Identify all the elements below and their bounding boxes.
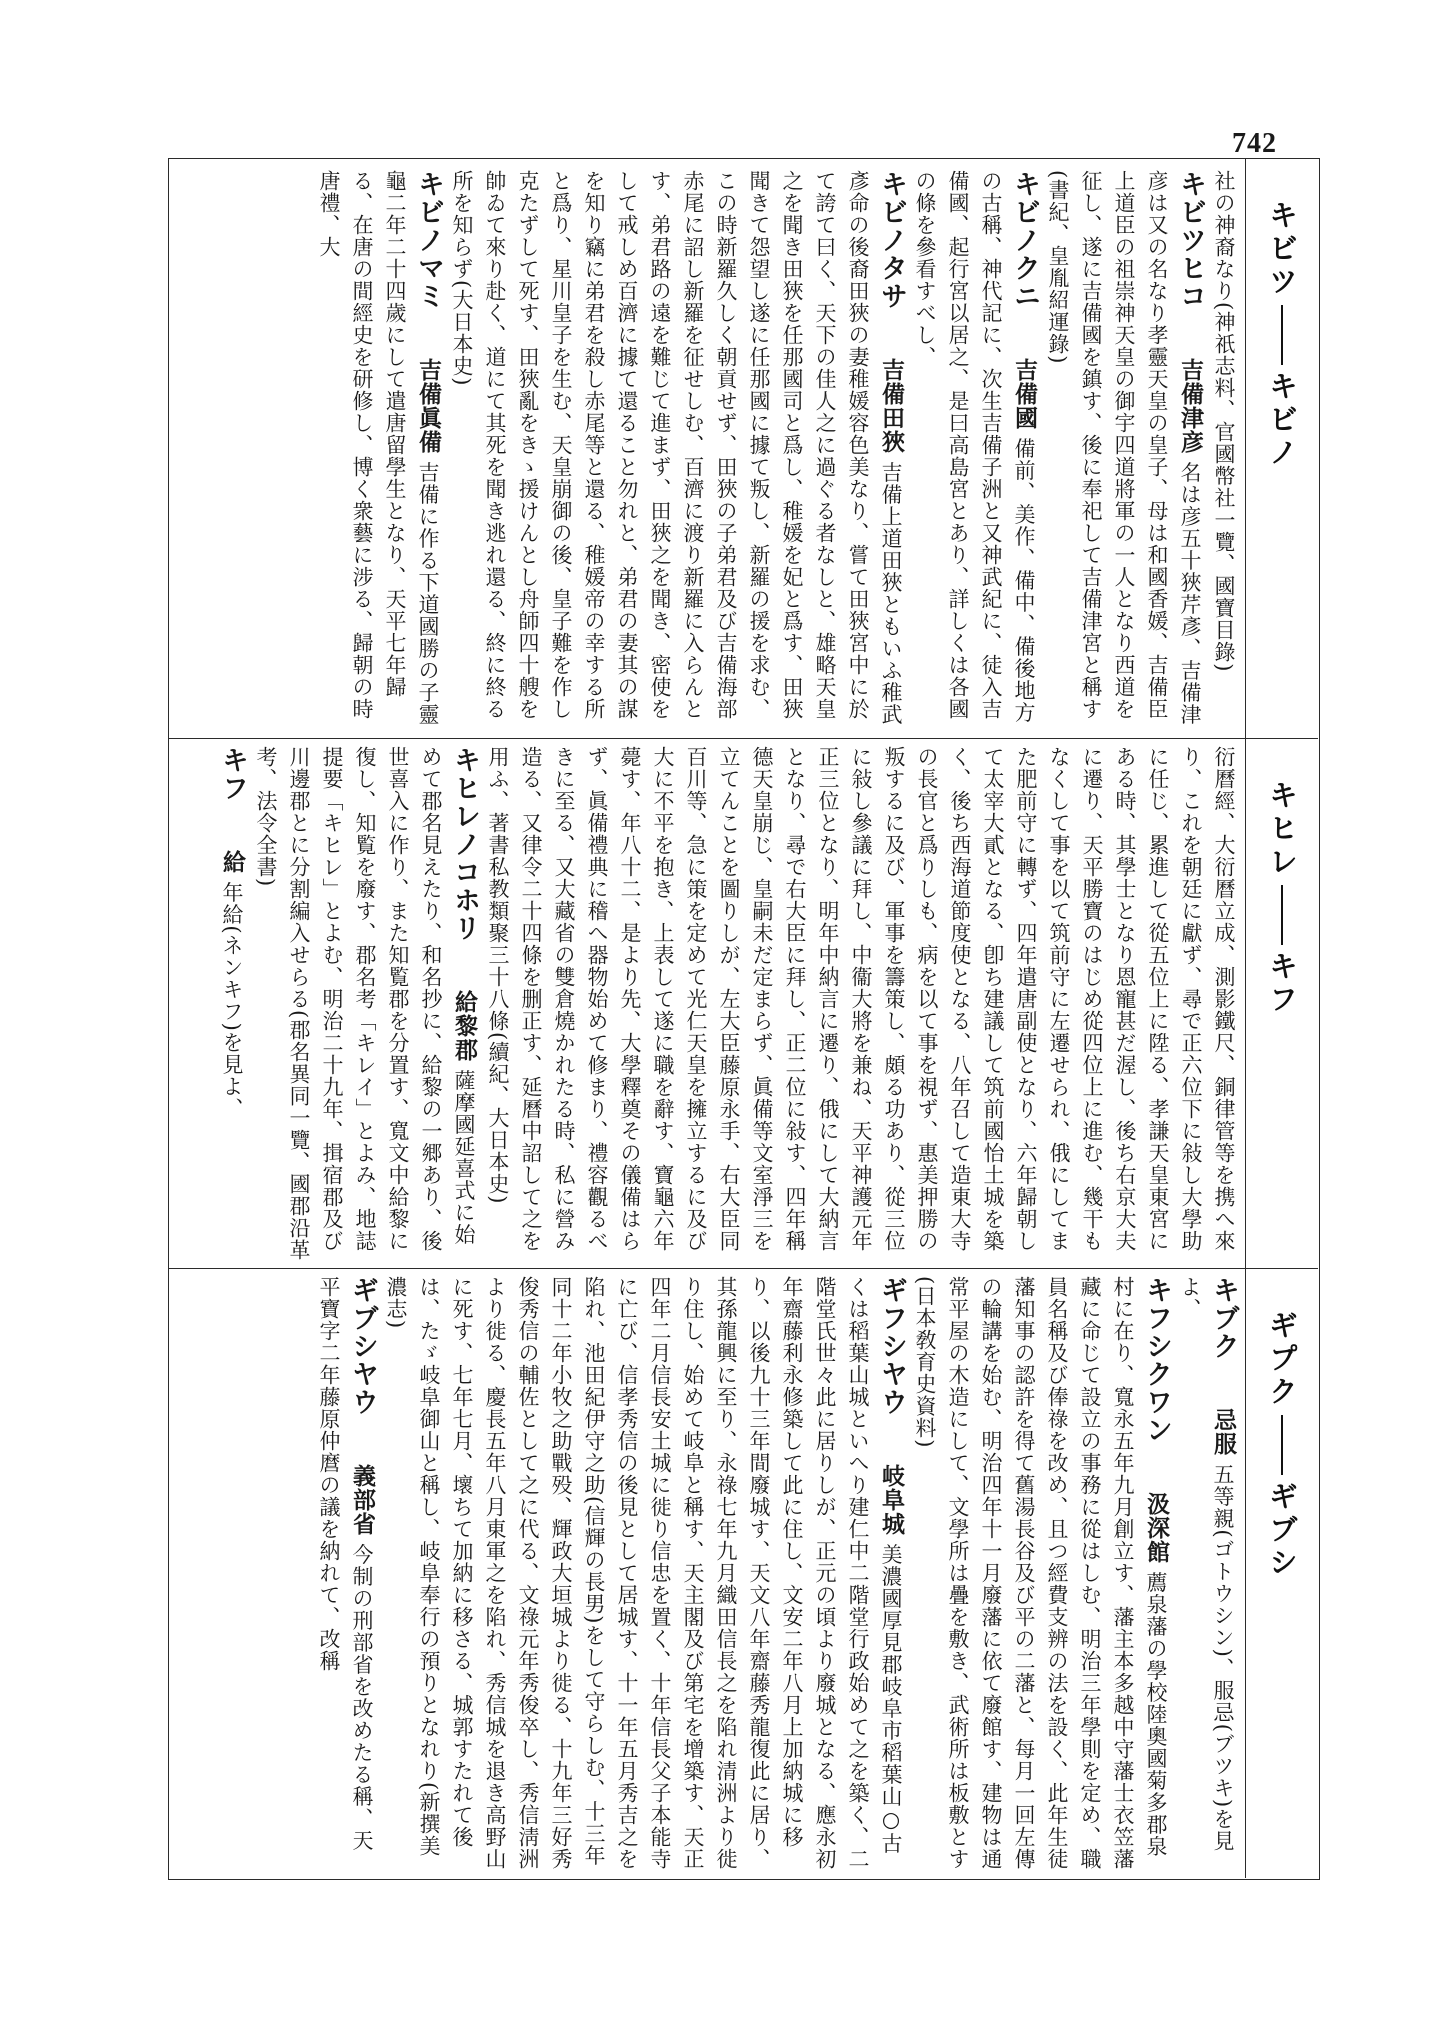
entry-text: 吉備に作る下道國勝の子靈龜二年二十四歲にして遣唐留學生となり、天平七年歸る、在唐の間經史を研修し、博く衆藝に涉る、歸朝の時唐禮、大 — [317, 170, 440, 726]
entry-kibinokuni — [908, 170, 1041, 730]
entry-name: 吉備眞備 — [415, 357, 442, 454]
index-word-bottom-from: ギプク — [1265, 1310, 1299, 1409]
entry-text: 名は彦五十狹芹彥、吉備津彦は又の名なり孝靈天皇の皇子、母は和國香媛、吉備臣上道臣の祖崇神天皇の御宇四道將軍の一人となり西道を征し、遂に吉備國を鎮す、後に奉祀して吉備津宮と稱す(書紀、皇胤紹運錄) — [1046, 170, 1202, 726]
index-word-middle-to: キフ — [1265, 951, 1299, 1017]
headword: キフシクワン — [1141, 1276, 1172, 1444]
kibinomami-continuation — [481, 746, 1240, 1262]
intro-text: 社の神裔なり(神祇志料、官國幣社一覽、國寶目錄) — [1212, 170, 1236, 673]
entry-name: 岐阜城 — [878, 1463, 905, 1536]
index-word-middle-from: キヒレ — [1265, 780, 1299, 879]
headword: ギブシヤウ — [347, 1276, 378, 1416]
entry-kibitsuhiko — [1041, 170, 1207, 730]
dash-divider — [1281, 1415, 1283, 1475]
index-word-top — [1262, 200, 1303, 470]
entry-kihirenokohori — [249, 746, 481, 1262]
entry-text: 美濃國厚見郡岐阜市稻葉山○古くは稻葉山城といへり建仁中二階堂行政始めて之を築く、二階堂氏世々此に居りしが、正元の頃より廢城となる、應永初年齋藤利永修築して此に住し、文安二年八月上加納城に移り、以後九十三年間廢城す、天文八年齋藤秀龍復此に居り、其孫龍興に至り、永祿七年九月織田信長之を陷れ清洲より徙り住し、始めて岐阜と稱す、天主閣及び第宅を增築す、天正四年二月信長安土城に徙り信忠を置く、十年信長父子本能寺に亡び、信孝秀信の後見として居城す、十一年五月秀吉之を陷れ、池田紀伊守之助(信輝の長男)をして守らしむ、十三年同十二年小牧之助戰殁、輝政大垣城より徙る、十九年三好秀俊秀信の輔佐として之に代る、文祿元年秀俊卒し、秀信淸洲より徙る、慶長五年八月東軍之を陷れ、秀信城を退き高野山に死す、七年七月、壞ちて加納に移さる、城郭すたれて後は、たゞ岐阜御山と稱し、岐阜奉行の預りとなれり(新撰美濃志) — [384, 1276, 903, 1870]
index-word-top-from: キビツ — [1265, 200, 1299, 299]
entry-text: 吉備上道田狹ともいふ稚武彥命の後裔田狹の妻稚媛容色美なり、嘗て田狹宮中に於て誇て曰く、天下の佳人之に過ぐる者なしと、雄略天皇之を聞き田狹を任那國司と爲し、稚媛を妃と爲す、田狹聞きて怨望し遂に任那國に據て叛し、新羅の援を求む、この時新羅久しく朝貢せず、田狹の子弟君及び吉備海部赤尾に詔し新羅を征せしむ、百濟に渡り新羅に入らんとす、弟君路の遠を難じて進まず、田狹之を聞き、密使をして戒しめ百濟に據て還ること勿れと、弟君の妻其の謀を知り竊に弟君を殺し赤尾等と還る、稚媛帝の幸する所と爲り、星川皇子を生む、天皇崩御の後、皇子難を作し克たずして死す、田狹亂をきゝ援けんとし舟師四十艘を帥ゐて來り赴く、道にて其死を聞き逃れ還る、終に終る所を知らず(大日本史) — [450, 170, 903, 726]
headword: キビノクニ — [1009, 170, 1040, 310]
entry-gibushiyau-ministry — [312, 1276, 379, 1870]
middle-panel — [178, 746, 1240, 1262]
entry-name: 給 — [219, 849, 246, 874]
headword: キビノマミ — [413, 170, 444, 310]
entry-kibinomami — [312, 170, 445, 730]
entry-text: 薦泉藩の學校陸奧國菊多郡泉村に在り、寬永五年九月創立す、藩主本多越中守藩士衣笠藩藏に命じて設立の事務に從はしむ、明治三年學則を定め、職員名稱及び俸祿を改め、且つ經費支辨の法を設く、此年生徒藩知事の認許を得て舊湯長谷及び平の二藩と、每月一回左傳の輪講を始む、明治四年十一月廢藩に依て廢館す、建物は通常平屋の木造にして、文學所は疊を敷き、武術所は板敷とす(日本敎育史資料) — [913, 1276, 1168, 1870]
section-divider-upper — [168, 738, 1318, 739]
headword: キブク — [1208, 1276, 1239, 1360]
index-column-divider — [1245, 158, 1246, 1878]
index-word-bottom — [1262, 1310, 1303, 1580]
headword: キフ — [217, 746, 248, 802]
entry-name: 吉備國 — [1011, 357, 1038, 430]
index-word-middle — [1262, 780, 1303, 1017]
entry-name: 吉備津彦 — [1177, 357, 1204, 454]
entry-text: 備前、美作、備中、備後地方の古稱、神代記に、次生吉備子洲と又神武紀に、徒入吉備國、起行宮以居之、是曰高島宮とあり、詳しくは各國の條を參看すべし、 — [913, 170, 1036, 724]
entry-text: 年給(ネンキフ)を見よ、 — [220, 881, 244, 1120]
top-panel-intro — [1207, 170, 1240, 730]
index-word-top-to: キビノ — [1265, 371, 1299, 470]
entry-kibuku — [1173, 1276, 1240, 1870]
entry-name: 給黎郡 — [451, 989, 478, 1062]
dash-divider — [1281, 885, 1283, 945]
entry-name: 吉備田狹 — [878, 357, 905, 454]
continuation-text: 衍曆經、大衍曆立成、測影鐵尺、銅律管等を携へ來り、これを朝廷に獻ず、尋で正六位下に敍し大學助に任じ、累進して從五位上に陞る、孝謙天皇東宮にある時、其學士となり恩寵甚だ渥し、後ち右京大夫に遷り、天平勝寶のはじめ從四位上に進む、幾干もなくして事を以て筑前守に左遷せられ、俄にしてまた肥前守に轉ず、四年遣唐副使となり、六年歸朝して太宰大貳となる、卽ち建議して筑前國怡土城を築く、後ち西海道節度使となる、八年召して造東大寺の長官と爲りしも、病を以て事を視ず、惠美押勝の叛するに及び、軍事を籌策し、頗る功あり、從三位に敍し參議に拜し、中衞大將を兼ね、天平神護元年正三位となり、明年中納言に遷り、俄にして大納言となり、尋で右大臣に拜し、正二位に敍す、四年稱德天皇崩じ、皇嗣未だ定まらず、眞備等文室淨三を立てんことを圖りしが、左大臣藤原永手、右大臣同百川等、急に策を定めて光仁天皇を擁立するに及び大に不平を抱き、上表して遂に職を辭す、寶龜六年薨す、年八十二、是より先、大學釋奠その儀備はらず、眞備禮典に稽へ器物始めて修まり、禮容觀るべきに至る、又大藏省の雙倉燒かれたる時、私に營み造る、又律令二十四條を删正す、延曆中詔して之を用ふ、著書私教類聚三十八條(續紀、大日本史) — [486, 746, 1236, 1252]
entry-kifu — [215, 746, 249, 1262]
bottom-panel — [178, 1276, 1240, 1870]
top-panel — [178, 170, 1240, 730]
entry-text: 今制の刑部省を改めたる稱、天平寶字二年藤原仲麿の議を納れて、改稱 — [317, 1276, 374, 1852]
page-number: 742 — [1232, 128, 1277, 159]
entry-gifushiyau-castle — [379, 1276, 908, 1870]
headword: ギフシヤウ — [876, 1276, 907, 1416]
dash-divider — [1281, 305, 1283, 365]
entry-kibinotasa — [445, 170, 908, 730]
section-divider-lower — [168, 1268, 1318, 1269]
entry-name: 忌服 — [1210, 1407, 1237, 1456]
entry-text: 薩摩國延喜式に始めて郡名見えたり、和名抄に、給黎の一郷あり、後世喜入に作り、また知覧郡を分置す、寬文中給黎に復し、知覧を廢す、郡名考「キレイ」とよみ、地誌提要「キヒレ」とよむ、明治二十九年、揖宿郡及び川邊郡とに分割編入せらる(郡名異同一覽、國郡沿革考、法令全書) — [254, 746, 476, 1262]
headword: キビツヒコ — [1175, 170, 1206, 310]
entry-kifushikuwan — [908, 1276, 1173, 1870]
index-word-bottom-to: ギブシ — [1265, 1481, 1299, 1580]
headword: キビノタサ — [876, 170, 907, 310]
headword: キヒレノコホリ — [449, 746, 480, 942]
entry-text: 五等親(ゴトウシン)、服忌(ブツキ)を見よ、 — [1178, 1276, 1235, 1853]
entry-name: 義部省 — [349, 1463, 376, 1536]
entry-name: 汲深館 — [1143, 1491, 1170, 1564]
